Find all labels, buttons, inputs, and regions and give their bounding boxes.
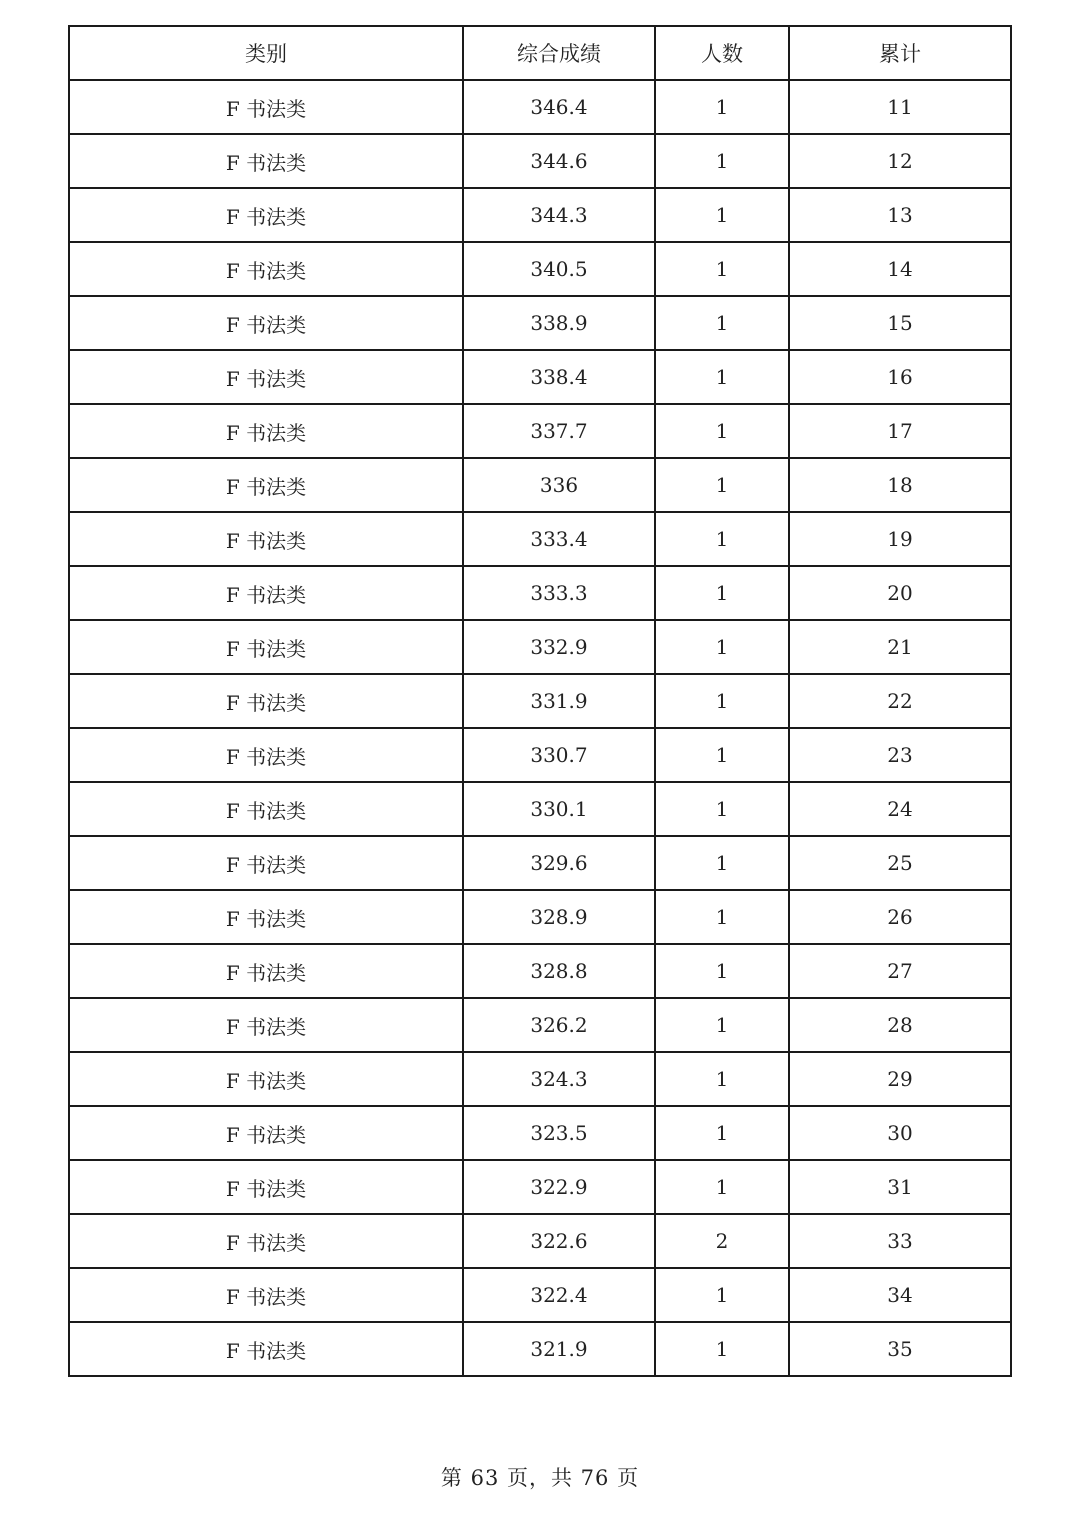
cell-cumulative: 21 [789,620,1011,674]
table-row [69,80,1011,134]
cell-category: F 书法类 [69,836,463,890]
cell-cumulative: 35 [789,1322,1011,1376]
cell-category: F 书法类 [69,512,463,566]
cell-count: 1 [655,1052,789,1106]
table-row [69,134,1011,188]
cell-count: 1 [655,674,789,728]
cell-count: 1 [655,1322,789,1376]
cell-category: F 书法类 [69,188,463,242]
cell-cumulative: 16 [789,350,1011,404]
cell-cumulative: 12 [789,134,1011,188]
cell-category: F 书法类 [69,458,463,512]
cell-category: F 书法类 [69,134,463,188]
cell-score: 336 [463,458,655,512]
table-row [69,782,1011,836]
cell-count: 2 [655,1214,789,1268]
cell-category: F 书法类 [69,404,463,458]
cell-score: 322.9 [463,1160,655,1214]
cell-cumulative: 30 [789,1106,1011,1160]
cell-cumulative: 27 [789,944,1011,998]
cell-category: F 书法类 [69,1322,463,1376]
cell-count: 1 [655,566,789,620]
table-row [69,350,1011,404]
cell-score: 346.4 [463,80,655,134]
cell-score: 321.9 [463,1322,655,1376]
table-row [69,1052,1011,1106]
page-number: 第 63 页，共 76 页 [440,1466,640,1490]
cell-score: 326.2 [463,998,655,1052]
cell-cumulative: 17 [789,404,1011,458]
table-row [69,512,1011,566]
table-row [69,1268,1011,1322]
cell-cumulative: 31 [789,1160,1011,1214]
cell-count: 1 [655,404,789,458]
cell-score: 340.5 [463,242,655,296]
table-row [69,944,1011,998]
table-row [69,728,1011,782]
cell-category: F 书法类 [69,944,463,998]
table-header-row [69,26,1011,80]
cell-score: 322.6 [463,1214,655,1268]
cell-category: F 书法类 [69,674,463,728]
cell-score: 338.4 [463,350,655,404]
cell-score: 330.7 [463,728,655,782]
table-row [69,1322,1011,1376]
cell-category: F 书法类 [69,890,463,944]
header-category: 类别 [69,26,463,80]
score-table [68,25,1012,1377]
cell-score: 330.1 [463,782,655,836]
cell-count: 1 [655,458,789,512]
cell-score: 329.6 [463,836,655,890]
cell-category: F 书法类 [69,242,463,296]
cell-count: 1 [655,134,789,188]
cell-category: F 书法类 [69,728,463,782]
cell-count: 1 [655,836,789,890]
cell-category: F 书法类 [69,1052,463,1106]
table-row [69,620,1011,674]
cell-score: 323.5 [463,1106,655,1160]
cell-cumulative: 14 [789,242,1011,296]
table-row [69,1106,1011,1160]
table-row [69,674,1011,728]
cell-category: F 书法类 [69,998,463,1052]
cell-count: 1 [655,890,789,944]
cell-category: F 书法类 [69,1106,463,1160]
cell-category: F 书法类 [69,1214,463,1268]
cell-cumulative: 25 [789,836,1011,890]
header-score: 综合成绩 [463,26,655,80]
cell-cumulative: 24 [789,782,1011,836]
cell-cumulative: 19 [789,512,1011,566]
table-row [69,1160,1011,1214]
table-row [69,296,1011,350]
cell-cumulative: 20 [789,566,1011,620]
cell-score: 333.3 [463,566,655,620]
cell-cumulative: 22 [789,674,1011,728]
cell-count: 1 [655,242,789,296]
cell-count: 1 [655,998,789,1052]
cell-score: 324.3 [463,1052,655,1106]
table-row [69,998,1011,1052]
cell-category: F 书法类 [69,80,463,134]
cell-count: 1 [655,1268,789,1322]
cell-category: F 书法类 [69,350,463,404]
cell-score: 344.6 [463,134,655,188]
table-row [69,890,1011,944]
cell-cumulative: 23 [789,728,1011,782]
table-row [69,242,1011,296]
cell-score: 337.7 [463,404,655,458]
cell-count: 1 [655,350,789,404]
cell-count: 1 [655,944,789,998]
cell-cumulative: 11 [789,80,1011,134]
cell-count: 1 [655,620,789,674]
header-count: 人数 [655,26,789,80]
table-row [69,458,1011,512]
cell-cumulative: 13 [789,188,1011,242]
cell-score: 322.4 [463,1268,655,1322]
cell-count: 1 [655,782,789,836]
cell-category: F 书法类 [69,566,463,620]
cell-score: 328.8 [463,944,655,998]
cell-category: F 书法类 [69,296,463,350]
table-body [69,80,1011,1376]
cell-count: 1 [655,296,789,350]
cell-count: 1 [655,1160,789,1214]
table-row [69,1214,1011,1268]
cell-category: F 书法类 [69,782,463,836]
cell-score: 333.4 [463,512,655,566]
cell-score: 338.9 [463,296,655,350]
cell-category: F 书法类 [69,1268,463,1322]
cell-category: F 书法类 [69,620,463,674]
table-row [69,188,1011,242]
cell-cumulative: 29 [789,1052,1011,1106]
cell-cumulative: 34 [789,1268,1011,1322]
cell-cumulative: 28 [789,998,1011,1052]
header-cumulative: 累计 [789,26,1011,80]
cell-count: 1 [655,80,789,134]
cell-score: 328.9 [463,890,655,944]
cell-count: 1 [655,1106,789,1160]
cell-count: 1 [655,512,789,566]
cell-score: 344.3 [463,188,655,242]
cell-score: 332.9 [463,620,655,674]
cell-category: F 书法类 [69,1160,463,1214]
table-row [69,836,1011,890]
cell-count: 1 [655,728,789,782]
table-row [69,404,1011,458]
cell-cumulative: 15 [789,296,1011,350]
cell-score: 331.9 [463,674,655,728]
cell-cumulative: 33 [789,1214,1011,1268]
cell-cumulative: 18 [789,458,1011,512]
cell-cumulative: 26 [789,890,1011,944]
table-row [69,566,1011,620]
cell-count: 1 [655,188,789,242]
